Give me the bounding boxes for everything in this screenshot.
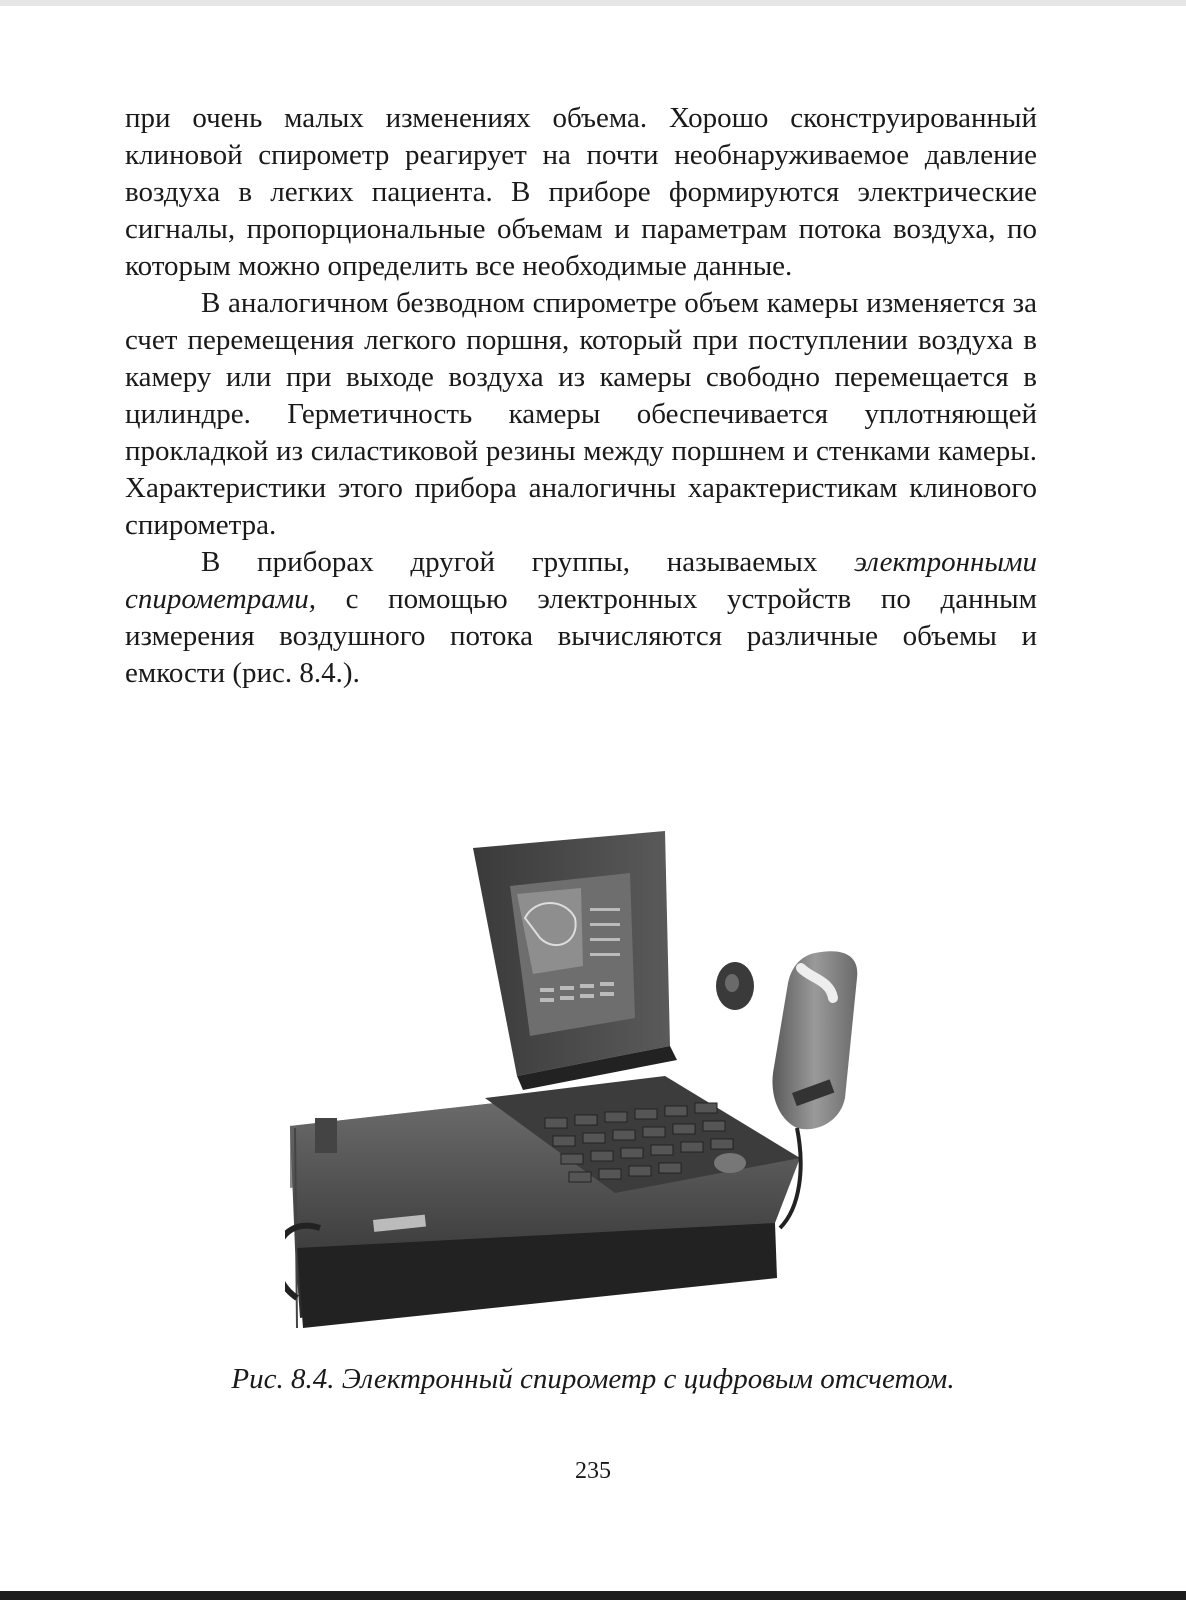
term-electronic-spirometers: электронными спирометрами, (125, 546, 1037, 615)
paragraph-1: при очень малых изменениях объема. Хорошо сконструированный клиновой спирометр реагирует на почти необнаруживаемое давление воздуха в легких пациента. В приборе формируются электрические сигналы, пропорциональные объемам и параметрам потока воздуха, по которым можно определить все необходимые данные. (125, 102, 1037, 282)
scan-edge-bottom (0, 1591, 1186, 1600)
page-number: 235 (575, 1458, 611, 1484)
paragraph-3-start: В приборах другой группы, называемых (201, 546, 855, 578)
scan-edge-top (0, 0, 1186, 6)
paragraph-3-end: с помощью электронных устройств по данным измерения воздушного потока вычисляются различные объемы и емкости (рис. 8.4.). (125, 583, 1037, 689)
spirometer-photo-illustration (285, 828, 885, 1358)
paragraph-2: В аналогичном безводном спирометре объем камеры изменяется за счет перемещения легкого поршня, который при поступлении воздуха в камеру или при выходе воздуха из камеры свободно перемещается в цилиндре. Герметичность камеры обеспечивается уплотняющей прокладкой из силастиковой резины между поршнем и стенками камеры. Характеристики этого прибора аналогичны характеристикам клинового спирометра. (125, 287, 1037, 541)
paragraph-3 (125, 544, 1037, 692)
figure-spirometer-photo (285, 828, 885, 1358)
body-text (125, 100, 1037, 692)
figure-caption: Рис. 8.4. Электронный спирометр с цифровым отсчетом. (231, 1363, 955, 1395)
